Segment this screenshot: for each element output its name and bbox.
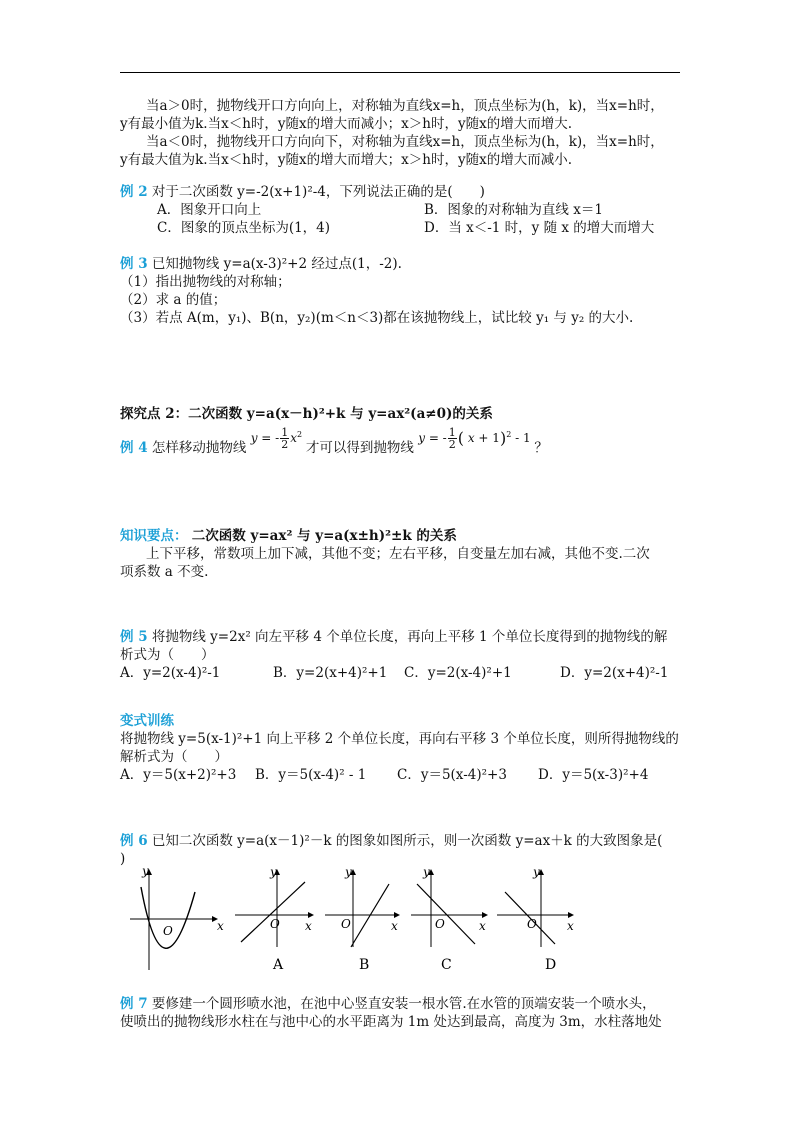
example-6-question-2: ) xyxy=(120,851,126,867)
example-5-option-a: A．y=2(x-4)²-1 xyxy=(120,665,221,681)
option-b-x-label: x xyxy=(391,919,398,933)
option-d-origin: O xyxy=(527,917,537,931)
example-7-line-2: 使喷出的抛物线形水柱在与池中心的水平距离为 1m 处达到最高，高度为 3m，水柱落地处 xyxy=(120,1014,662,1030)
example-2-question: 对于二次函数 y=-2(x+1)²-4，下列说法正确的是( ) xyxy=(151,184,485,200)
example-4-text-3: ？ xyxy=(534,440,548,456)
option-a-y-label: y xyxy=(270,865,277,879)
example-2-option-a: A．图象开口向上 xyxy=(157,202,262,218)
example-5-option-d: D．y=2(x+4)²-1 xyxy=(560,665,669,681)
option-d-y-label: y xyxy=(533,865,540,879)
option-b-origin: O xyxy=(341,917,351,931)
knowledge-title: 知识要点： xyxy=(120,528,188,544)
example-4-label: 例 4 xyxy=(120,440,148,456)
example-3-part-3: （3）若点 A(m，y₁)、B(n，y₂)(m＜n＜3)都在该抛物线上，试比较 y₁ 与 y₂ 的大小. xyxy=(120,310,634,326)
example-3-part-2: （2）求 a 的值； xyxy=(120,292,227,308)
example-2-option-d: D．当 x＜-1 时，y 随 x 的增大而增大 xyxy=(424,220,655,236)
formula-parabola-2: y = - $\frac{1}{2}$ ( x + 1)$^2$ - 1 xyxy=(418,426,535,451)
option-c-x-label: x xyxy=(479,919,486,933)
example-7-label: 例 7 xyxy=(120,996,148,1012)
variant-line-1: 将抛物线 y=5(x-1)²+1 向上平移 2 个单位长度，再向右平移 3 个单位长度，则所得抛物线的 xyxy=(120,731,679,747)
option-b-graph xyxy=(325,865,399,973)
header-rule xyxy=(120,72,680,73)
example-6-question-1: 已知二次函数 y=a(x－1)²－k 的图象如图所示，则一次函数 y=ax＋k 的大致图象是( xyxy=(151,833,663,849)
para-line-3: 当a＜0时，抛物线开口方向向下，对称轴为直线x=h，顶点坐标为(h，k)，当x=h时， xyxy=(146,134,664,150)
para-line-4: y有最大值为k.当x＜h时，y随x的增大而增大；x＞h时，y随x的增大而减小. xyxy=(120,152,572,168)
option-a-label: A xyxy=(273,957,284,973)
knowledge-line-1: 上下平移，常数项上加下减，其他不变；左右平移，自变量左加右减，其他不变.二次 xyxy=(146,546,650,562)
example-3-question: 已知抛物线 y=a(x-3)²+2 经过点(1，-2). xyxy=(151,256,402,272)
origin-label: O xyxy=(163,924,173,938)
knowledge-subtitle: 二次函数 y=ax² 与 y=a(x±h)²±k 的关系 xyxy=(191,528,457,544)
option-c-label: C xyxy=(441,957,452,973)
example-5-question-1: 将抛物线 y=2x² 向左平移 4 个单位长度，再向上平移 1 个单位长度得到的抛物线的解 xyxy=(151,629,668,645)
variant-line-2: 解析式为（ ） xyxy=(120,749,228,765)
example-5-option-c: C．y=2(x-4)²+1 xyxy=(404,665,512,681)
option-a-graph xyxy=(235,865,313,973)
option-a-origin: O xyxy=(270,917,280,931)
variant-option-b: B．y＝5(x-4)² - 1 xyxy=(255,767,367,783)
parabola-graph xyxy=(130,864,224,970)
option-d-x-label: x xyxy=(567,919,574,933)
example-4-text-2: 才可以得到抛物线 xyxy=(305,440,414,456)
example-3-part-1: （1）指出抛物线的对称轴； xyxy=(120,274,291,290)
formula-parabola-1: y = - $\frac{1}{2}$ $x^2$ xyxy=(250,426,303,451)
explore-title: 探究点 2：二次函数 y=a(x－h)²+k 与 y=ax²(a≠0)的关系 xyxy=(120,406,493,422)
option-d-label: D xyxy=(545,957,557,973)
example-5-option-b: B．y=2(x+4)²+1 xyxy=(273,665,388,681)
example-2-option-b: B．图象的对称轴为直线 x＝1 xyxy=(424,202,603,218)
option-d-graph xyxy=(497,865,574,973)
para-line-1: 当a＞0时，抛物线开口方向向上，对称轴为直线x=h，顶点坐标为(h，k)，当x=h时， xyxy=(146,98,664,114)
variant-option-d: D．y＝5(x-3)²+4 xyxy=(538,767,649,783)
example-3-label: 例 3 xyxy=(120,256,148,272)
option-c-line xyxy=(417,884,475,944)
option-c-origin: O xyxy=(435,917,445,931)
axis-y-label: y xyxy=(142,864,149,878)
example-2-option-c: C．图象的顶点坐标为(1，4) xyxy=(157,220,331,236)
example-6-figure xyxy=(125,862,590,977)
option-c-graph xyxy=(411,865,487,973)
example-5-label: 例 5 xyxy=(120,629,148,645)
option-c-y-label: y xyxy=(423,865,430,879)
axis-x-label: x xyxy=(217,919,224,933)
example-7-line-1: 要修建一个圆形喷水池，在池中心竖直安装一根水管.在水管的顶端安装一个喷水头， xyxy=(151,996,656,1012)
example-6-label: 例 6 xyxy=(120,833,148,849)
knowledge-line-2: 项系数 a 不变. xyxy=(120,564,209,580)
variant-option-a: A．y＝5(x+2)²+3 xyxy=(120,767,237,783)
para-line-2: y有最小值为k.当x＜h时，y随x的增大而减小；x＞h时，y随x的增大而增大. xyxy=(120,116,572,132)
option-a-line xyxy=(241,882,305,942)
example-4-line xyxy=(120,425,548,465)
variant-title: 变式训练 xyxy=(120,713,174,729)
example-5-question-2: 析式为（ ） xyxy=(120,647,215,663)
option-b-label: B xyxy=(359,957,370,973)
option-a-x-label: x xyxy=(305,919,312,933)
example-2-label: 例 2 xyxy=(120,184,148,200)
option-b-y-label: y xyxy=(345,865,352,879)
variant-option-c: C．y＝5(x-4)²+3 xyxy=(397,767,507,783)
example-4-text-1: 怎样移动抛物线 xyxy=(151,440,247,456)
